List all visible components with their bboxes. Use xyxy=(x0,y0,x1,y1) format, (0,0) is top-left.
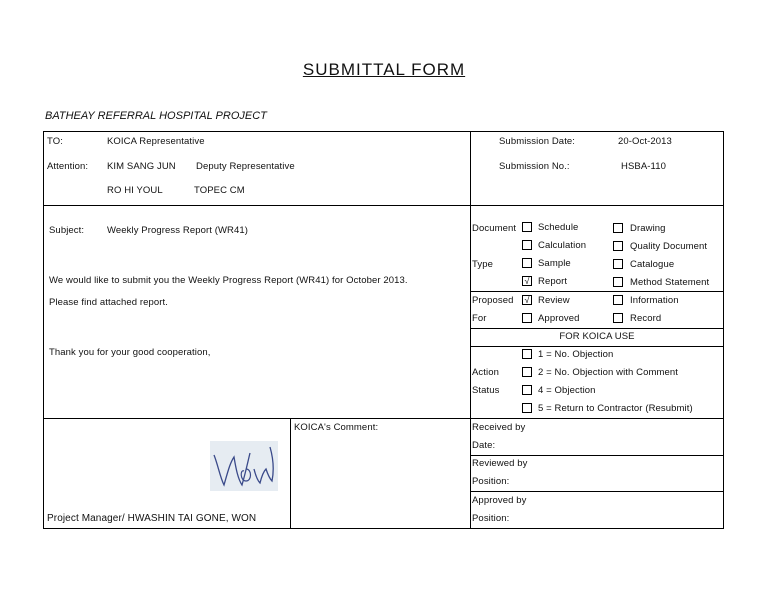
table-border-top xyxy=(43,131,724,132)
attention-title-2: TOPEC CM xyxy=(194,185,245,196)
signer-name: Project Manager/ HWASHIN TAI GONE, WON xyxy=(47,513,257,524)
action-label: Action xyxy=(472,367,500,378)
catalogue-checkbox[interactable] xyxy=(613,259,623,269)
to-value: KOICA Representative xyxy=(107,136,205,147)
body-line-2: Please find attached report. xyxy=(49,297,168,308)
submission-date-value: 20-Oct-2013 xyxy=(618,136,672,147)
proposed-label-2: For xyxy=(472,313,487,324)
information-label: Information xyxy=(630,295,679,306)
record-label: Record xyxy=(630,313,662,324)
form-title: SUBMITTAL FORM xyxy=(302,60,466,79)
report-checkbox[interactable]: √ xyxy=(522,276,532,286)
footer-divider xyxy=(43,418,724,419)
quality-document-label: Quality Document xyxy=(630,241,708,252)
objection-checkbox[interactable] xyxy=(522,385,532,395)
position-label-2: Position: xyxy=(472,513,510,524)
proposed-label-1: Proposed xyxy=(472,295,514,306)
submission-no-value: HSBA-110 xyxy=(621,161,666,172)
header-divider xyxy=(43,205,724,206)
method-statement-label: Method Statement xyxy=(630,277,710,288)
sample-checkbox[interactable] xyxy=(522,258,532,268)
table-border-right xyxy=(723,131,724,529)
doc-type-divider xyxy=(470,291,724,292)
date-label: Date: xyxy=(472,440,496,451)
table-border-left xyxy=(43,131,44,529)
document-type-label-2: Type xyxy=(472,259,493,270)
objection-with-comment-label: 2 = No. Objection with Comment xyxy=(538,367,679,378)
no-objection-checkbox[interactable] xyxy=(522,349,532,359)
column-divider xyxy=(470,131,471,529)
reviewed-by-label: Reviewed by xyxy=(472,458,528,469)
no-objection-label: 1 = No. Objection xyxy=(538,349,614,360)
to-label: TO: xyxy=(47,136,63,147)
attention-label: Attention: xyxy=(47,161,89,172)
subject-label: Subject: xyxy=(49,225,85,236)
table-border-bottom xyxy=(43,528,724,529)
catalogue-label: Catalogue xyxy=(630,259,675,270)
signature-image xyxy=(210,441,278,491)
body-line-3: Thank you for your good cooperation, xyxy=(49,347,211,358)
return-to-contractor-label: 5 = Return to Contractor (Resubmit) xyxy=(538,403,693,414)
position-label-1: Position: xyxy=(472,476,510,487)
schedule-label: Schedule xyxy=(538,222,579,233)
approved-label: Approved xyxy=(538,313,580,324)
koica-comment-label: KOICA's Comment: xyxy=(294,422,379,433)
calculation-label: Calculation xyxy=(538,240,587,251)
review-checkbox[interactable]: √ xyxy=(522,295,532,305)
koica-use-heading: FOR KOICA USE xyxy=(559,331,635,342)
information-checkbox[interactable] xyxy=(613,295,623,305)
report-label: Report xyxy=(538,276,568,287)
submission-date-label: Submission Date: xyxy=(499,136,576,147)
objection-with-comment-checkbox[interactable] xyxy=(522,367,532,377)
calculation-checkbox[interactable] xyxy=(522,240,532,250)
proposed-divider xyxy=(470,328,724,329)
received-divider xyxy=(470,455,724,456)
subject-value: Weekly Progress Report (WR41) xyxy=(107,225,249,236)
method-statement-checkbox[interactable] xyxy=(613,277,623,287)
drawing-checkbox[interactable] xyxy=(613,223,623,233)
status-label: Status xyxy=(472,385,500,396)
attention-name-1: KIM SANG JUN xyxy=(107,161,176,172)
return-to-contractor-checkbox[interactable] xyxy=(522,403,532,413)
quality-document-checkbox[interactable] xyxy=(613,241,623,251)
drawing-label: Drawing xyxy=(630,223,666,234)
document-type-label-1: Document xyxy=(472,223,517,234)
submission-no-label: Submission No.: xyxy=(499,161,570,172)
objection-label: 4 = Objection xyxy=(538,385,596,396)
approved-checkbox[interactable] xyxy=(522,313,532,323)
approved-by-label: Approved by xyxy=(472,495,527,506)
attention-title-1: Deputy Representative xyxy=(196,161,295,172)
body-line-1: We would like to submit you the Weekly Progress Report (WR41) for October 2013. xyxy=(49,275,408,286)
record-checkbox[interactable] xyxy=(613,313,623,323)
attention-name-2: RO HI YOUL xyxy=(107,185,163,196)
project-name: BATHEAY REFERRAL HOSPITAL PROJECT xyxy=(45,110,267,122)
review-label: Review xyxy=(538,295,570,306)
footer-column-divider xyxy=(290,418,291,529)
koica-use-divider xyxy=(470,346,724,347)
reviewed-divider xyxy=(470,491,724,492)
schedule-checkbox[interactable] xyxy=(522,222,532,232)
received-by-label: Received by xyxy=(472,422,526,433)
sample-label: Sample xyxy=(538,258,571,269)
